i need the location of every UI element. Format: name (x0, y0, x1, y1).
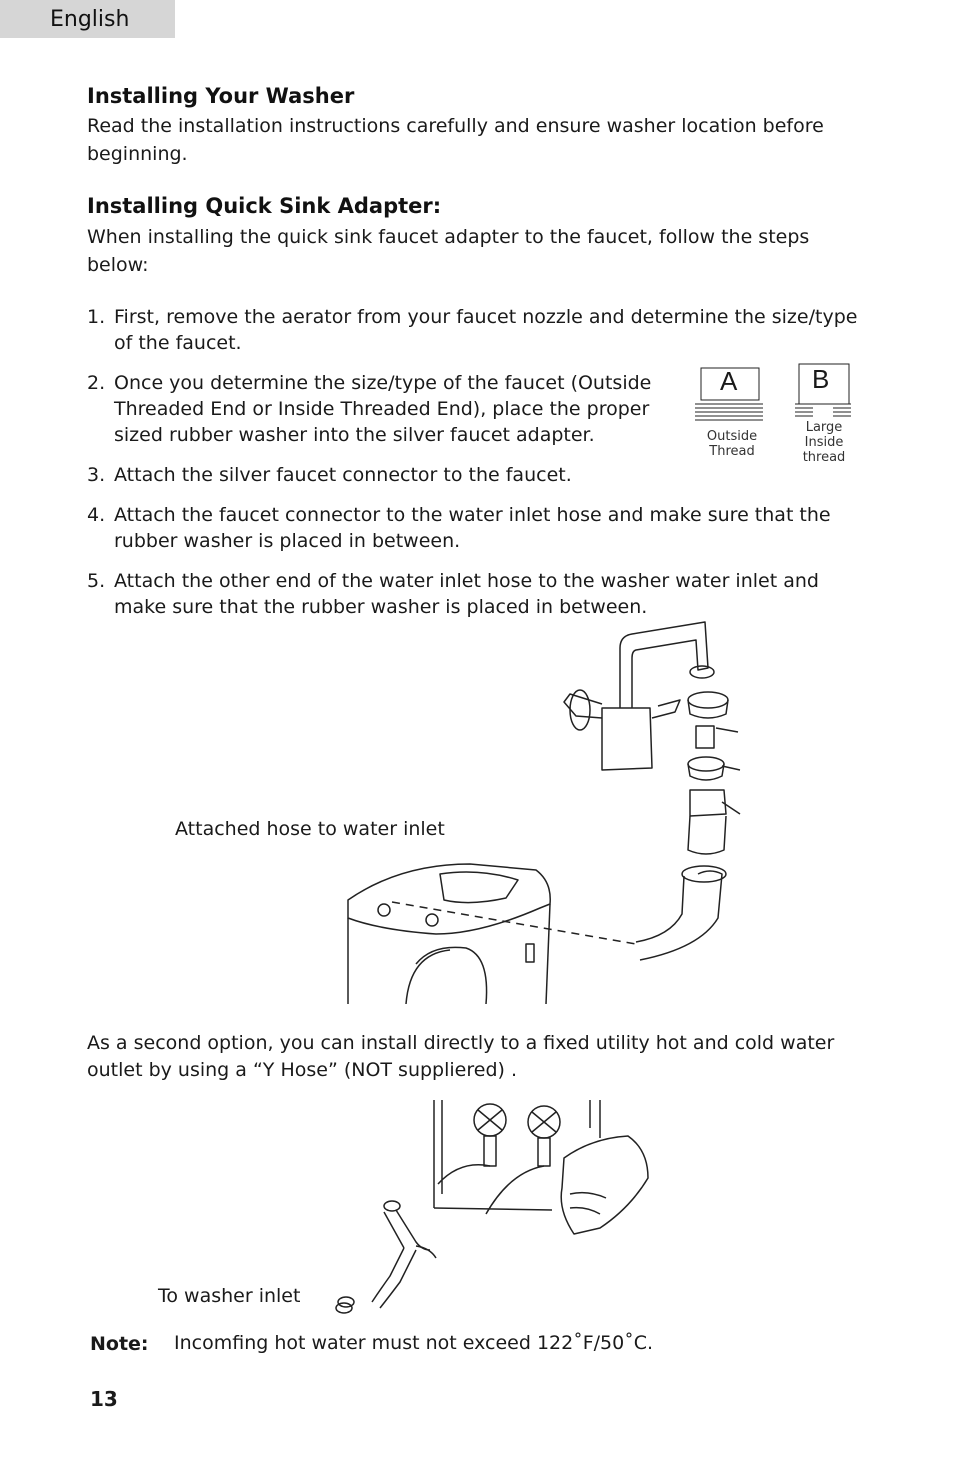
cold-hose (486, 1166, 544, 1214)
hot-hose (438, 1165, 490, 1184)
hose-connector (690, 790, 726, 816)
hand-icon (561, 1136, 648, 1234)
note-label: Note: (90, 1333, 149, 1355)
caption-line: Large (805, 420, 843, 435)
second-option-text: As a second option, you can install directly to a fixed utility hot and cold water outlet by using a “Y Hose” (NOT suppliered) . (87, 1032, 835, 1081)
step-item (87, 502, 877, 554)
y-hose-stem (372, 1248, 404, 1302)
step-number: 3. (87, 464, 106, 486)
step-number: 2. (87, 372, 106, 394)
thread-a-letter: A (720, 366, 738, 396)
step-item (87, 304, 877, 356)
faucet-body (602, 708, 652, 770)
step-text: First, remove the aerator from your faucet nozzle and determine the size/type of the faucet. (114, 306, 858, 354)
faucet-adapter-illustration (340, 618, 760, 1008)
y-hose-illustration (330, 1098, 660, 1318)
step-number: 1. (87, 306, 106, 328)
section-body-adapter: When installing the quick sink faucet adapter to the faucet, follow the steps below: (87, 226, 810, 276)
washer-inlet (378, 904, 390, 916)
faucet-spout (620, 622, 708, 708)
step-item (87, 462, 877, 488)
language-tab: English (0, 0, 175, 38)
step-text: Attach the faucet connector to the water inlet hose and make sure that the rubber washer is placed in between. (114, 504, 831, 552)
faucet-nozzle (690, 666, 714, 678)
caption-line: Thread (709, 444, 755, 459)
section-title-washer: Installing Your Washer (87, 84, 355, 108)
figure1-caption: Attached hose to water inlet (175, 818, 445, 840)
figure2-caption: To washer inlet (158, 1285, 301, 1307)
caption-line: thread (802, 450, 846, 465)
section-body-washer: Read the installation instructions carefully and ensure washer location before beginning. (87, 115, 824, 165)
faucet-handle (570, 690, 590, 730)
adapter-ring (688, 764, 724, 780)
step-number: 4. (87, 504, 106, 526)
thread-b-letter: B (812, 364, 830, 394)
section-title-adapter: Installing Quick Sink Adapter: (87, 194, 442, 218)
caption-line: Outside (706, 429, 758, 444)
adapter-part-top (688, 700, 728, 718)
step-text: Once you determine the size/type of the faucet (Outside Threaded End or Inside Threaded End), place the proper sized rubber washer into the silver faucet adapter. (114, 372, 652, 446)
step-text: Attach the silver faucet connector to the faucet. (114, 464, 572, 486)
step-text: Attach the other end of the water inlet hose to the washer water inlet and make sure that the rubber washer is placed in between. (114, 570, 819, 618)
installation-steps (87, 304, 877, 634)
adapter-washer (696, 726, 714, 748)
step-number: 5. (87, 570, 106, 592)
step-item (87, 568, 877, 620)
thread-b-caption (795, 420, 853, 465)
washer-door (416, 947, 487, 1004)
caption-line: Inside (804, 435, 844, 450)
page-number: 13 (90, 1387, 118, 1411)
note-text: Incomfing hot water must not exceed 122˚F/50˚C. (174, 1332, 654, 1354)
thread-a-caption (700, 429, 764, 459)
y-hose-branch-right (416, 1246, 436, 1258)
connection-guide-line (392, 902, 636, 944)
